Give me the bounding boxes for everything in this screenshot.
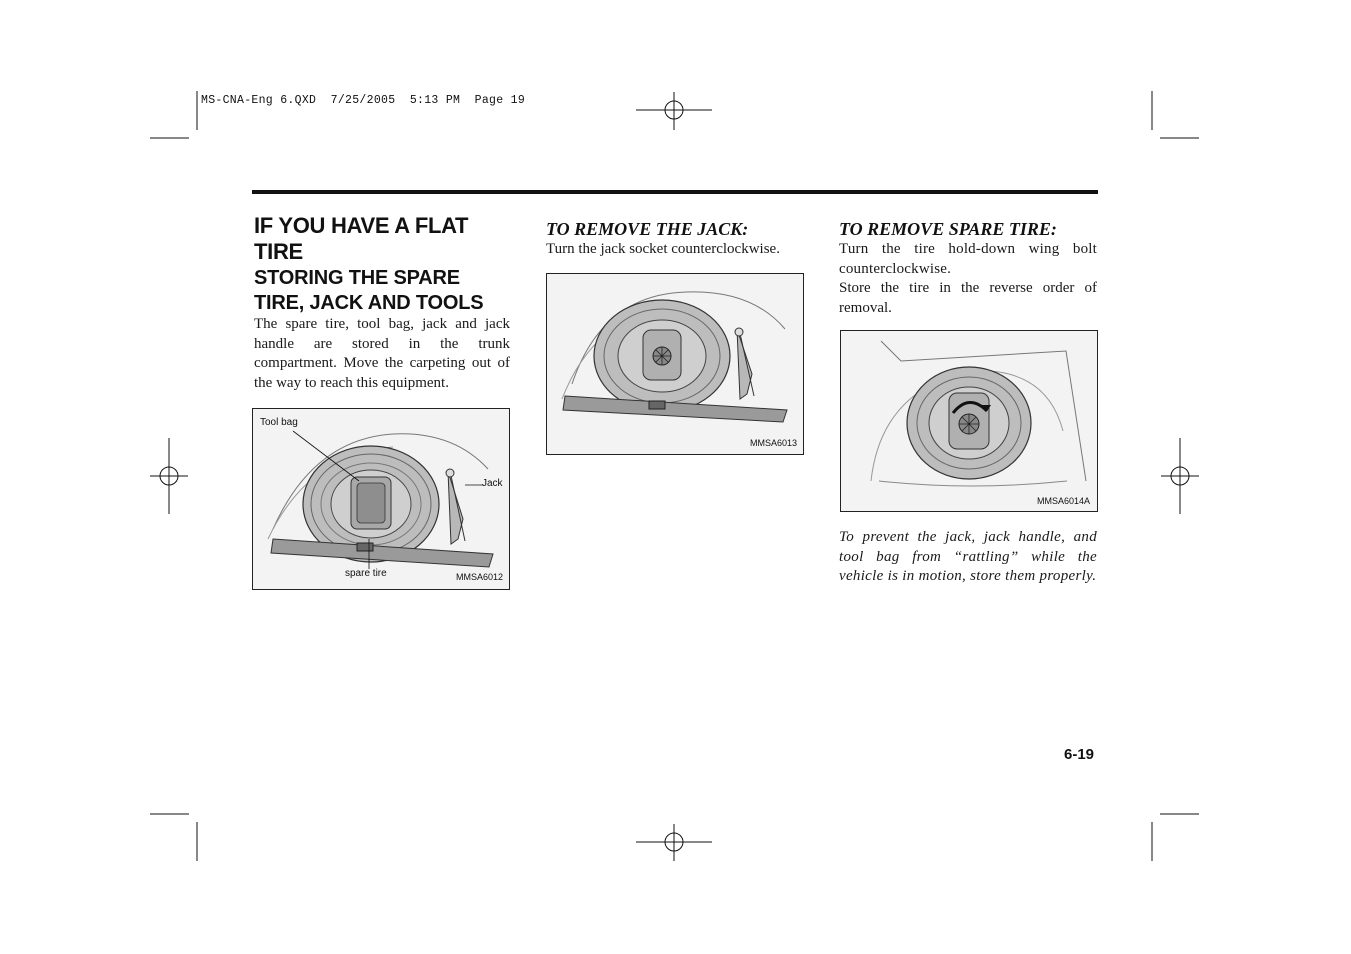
callout-jack: Jack xyxy=(482,478,503,489)
section-subheading: STORING THE SPARE TIRE, JACK AND TOOLS xyxy=(254,267,484,314)
registration-target-bottom xyxy=(636,824,712,861)
figure-jack-removal xyxy=(546,273,804,455)
section-heading: IF YOU HAVE A FLAT TIRE xyxy=(254,213,469,264)
storage-paragraph: The spare tire, tool bag, jack and jack handle are stored in the trunk compartment. Move the carpeting out of the way to reach this equipment. xyxy=(254,316,510,391)
jack-paragraph: Turn the jack socket counterclockwise. xyxy=(546,241,780,257)
figure-trunk-storage xyxy=(252,408,510,590)
spare-tire-illustration xyxy=(841,331,1097,511)
column-1 xyxy=(254,213,510,393)
registration-target-top xyxy=(636,92,712,130)
registration-target-left xyxy=(150,438,188,514)
jack-heading: TO REMOVE THE JACK: xyxy=(546,219,749,239)
figure-code: MMSA6014A xyxy=(1037,496,1091,506)
figure-code: MMSA6012 xyxy=(456,572,504,582)
column-3 xyxy=(839,218,1097,318)
print-slug: MS-CNA-Eng 6.QXD 7/25/2005 5:13 PM Page 19 xyxy=(201,94,526,107)
callout-tool-bag: Tool bag xyxy=(260,417,298,428)
figure-spare-removal xyxy=(840,330,1098,512)
spare-tire-heading: TO REMOVE SPARE TIRE: xyxy=(839,219,1057,239)
spare-tire-paragraph-1: Turn the tire hold-down wing bolt counterclockwise. xyxy=(839,241,1097,277)
column-2 xyxy=(546,218,804,260)
jack-illustration xyxy=(547,274,803,454)
spare-tire-paragraph-2: Store the tire in the reverse order of removal. xyxy=(839,280,1097,316)
rattling-note: To prevent the jack, jack handle, and tool bag from “rattling” while the vehicle is in motion, store them properly. xyxy=(839,529,1097,584)
figure-code: MMSA6013 xyxy=(750,438,798,448)
callout-spare-tire: spare tire xyxy=(345,568,387,579)
trunk-illustration xyxy=(253,409,509,589)
header-rule xyxy=(252,190,1098,194)
page-number: 6-19 xyxy=(1064,746,1095,763)
registration-target-right xyxy=(1161,438,1199,514)
